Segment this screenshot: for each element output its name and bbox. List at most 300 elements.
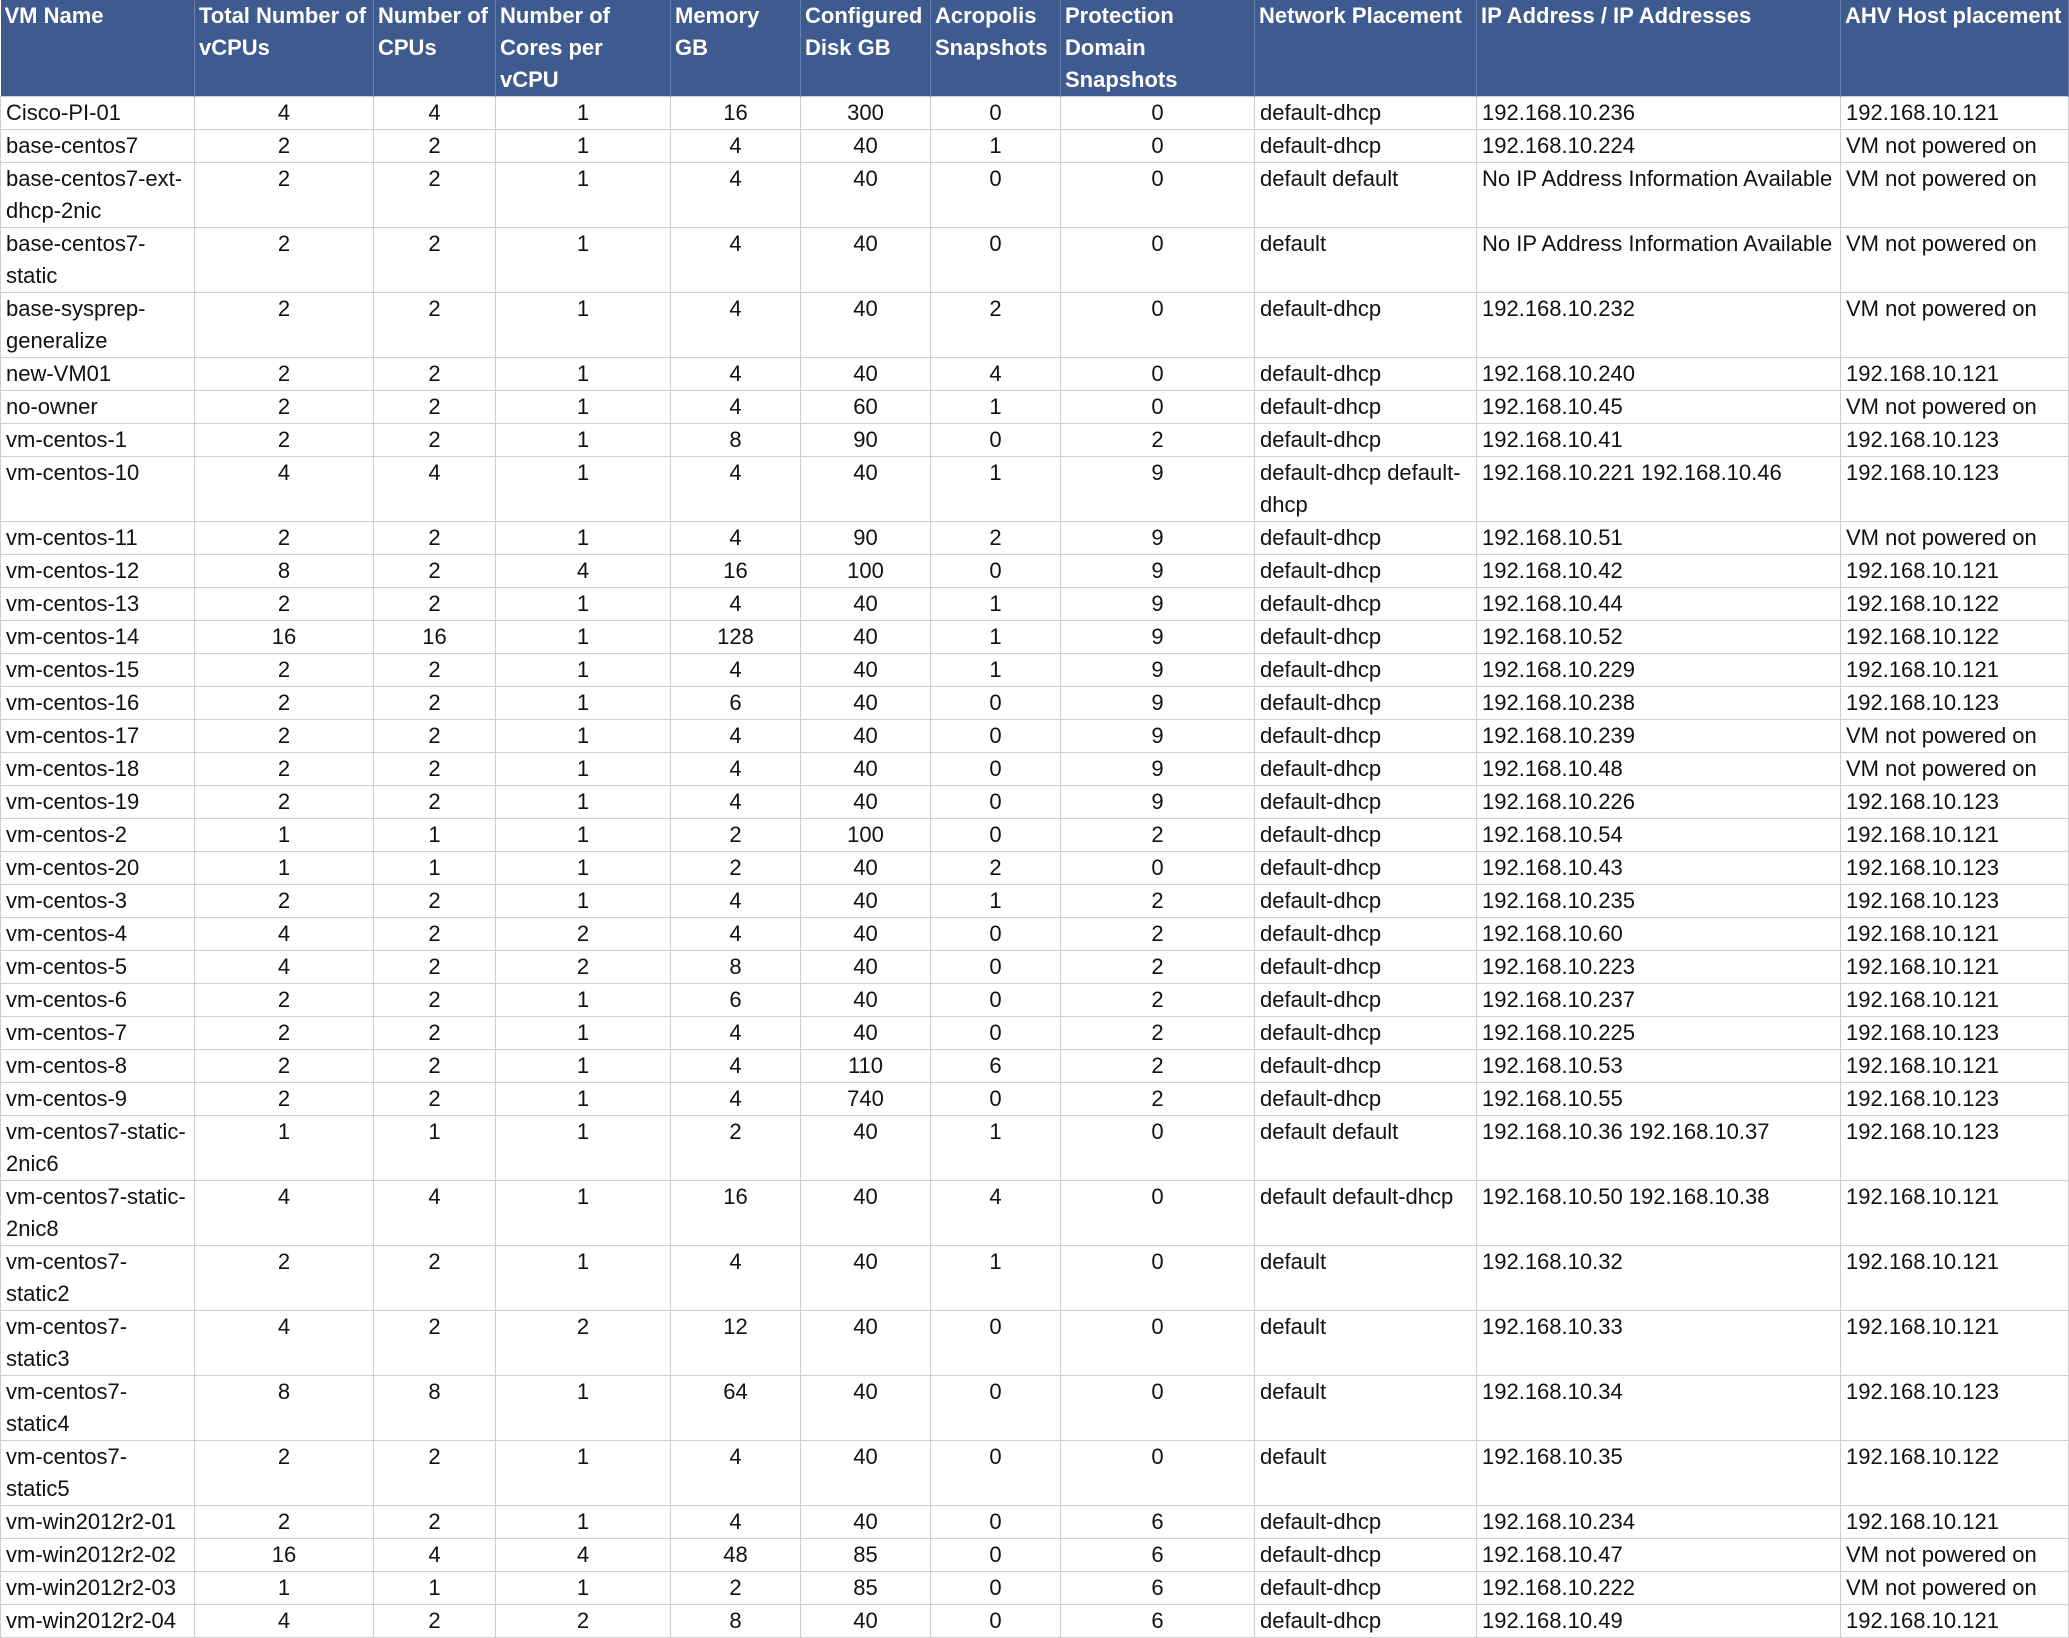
cpus-cell[interactable]: 2: [374, 555, 496, 588]
pd-snapshots-cell[interactable]: 2: [1061, 1083, 1255, 1116]
network-placement-cell[interactable]: default-dhcp: [1255, 1017, 1477, 1050]
ahv-host-cell[interactable]: VM not powered on: [1841, 1572, 2069, 1605]
total-vcpus-cell[interactable]: 16: [195, 1539, 374, 1572]
ahv-host-cell[interactable]: 192.168.10.122: [1841, 1441, 2069, 1506]
network-placement-cell[interactable]: default-dhcp: [1255, 984, 1477, 1017]
total-vcpus-cell[interactable]: 4: [195, 457, 374, 522]
acropolis-snapshots-cell[interactable]: 1: [931, 885, 1061, 918]
ip-address-cell[interactable]: 192.168.10.35: [1477, 1441, 1841, 1506]
memory-gb-cell[interactable]: 4: [671, 1246, 801, 1311]
network-placement-cell[interactable]: default-dhcp: [1255, 1083, 1477, 1116]
column-header-cores-per-vcpu[interactable]: Number of Cores per vCPU: [496, 0, 671, 97]
pd-snapshots-cell[interactable]: 6: [1061, 1539, 1255, 1572]
ahv-host-cell[interactable]: 192.168.10.123: [1841, 1116, 2069, 1181]
disk-gb-cell[interactable]: 40: [801, 720, 931, 753]
cores-per-vcpu-cell[interactable]: 1: [496, 130, 671, 163]
memory-gb-cell[interactable]: 16: [671, 97, 801, 130]
ip-address-cell[interactable]: 192.168.10.236: [1477, 97, 1841, 130]
table-row[interactable]: [1, 1116, 2069, 1181]
pd-snapshots-cell[interactable]: 0: [1061, 358, 1255, 391]
ip-address-cell[interactable]: 192.168.10.51: [1477, 522, 1841, 555]
vm-name-cell[interactable]: vm-centos-3: [1, 885, 195, 918]
pd-snapshots-cell[interactable]: 2: [1061, 1050, 1255, 1083]
vm-name-cell[interactable]: vm-centos-5: [1, 951, 195, 984]
ahv-host-cell[interactable]: VM not powered on: [1841, 228, 2069, 293]
ip-address-cell[interactable]: 192.168.10.221 192.168.10.46: [1477, 457, 1841, 522]
table-row[interactable]: [1, 228, 2069, 293]
total-vcpus-cell[interactable]: 2: [195, 1506, 374, 1539]
total-vcpus-cell[interactable]: 4: [195, 1605, 374, 1638]
acropolis-snapshots-cell[interactable]: 0: [931, 687, 1061, 720]
cores-per-vcpu-cell[interactable]: 1: [496, 720, 671, 753]
network-placement-cell[interactable]: default-dhcp: [1255, 293, 1477, 358]
table-row[interactable]: [1, 720, 2069, 753]
vm-name-cell[interactable]: vm-centos-17: [1, 720, 195, 753]
ahv-host-cell[interactable]: VM not powered on: [1841, 130, 2069, 163]
acropolis-snapshots-cell[interactable]: 0: [931, 1539, 1061, 1572]
vm-name-cell[interactable]: vm-centos-13: [1, 588, 195, 621]
total-vcpus-cell[interactable]: 2: [195, 293, 374, 358]
vm-name-cell[interactable]: vm-centos-9: [1, 1083, 195, 1116]
disk-gb-cell[interactable]: 40: [801, 1506, 931, 1539]
network-placement-cell[interactable]: default-dhcp: [1255, 819, 1477, 852]
vm-name-cell[interactable]: vm-centos-11: [1, 522, 195, 555]
disk-gb-cell[interactable]: 85: [801, 1539, 931, 1572]
ip-address-cell[interactable]: 192.168.10.60: [1477, 918, 1841, 951]
memory-gb-cell[interactable]: 4: [671, 720, 801, 753]
vm-name-cell[interactable]: base-centos7-static: [1, 228, 195, 293]
total-vcpus-cell[interactable]: 2: [195, 1441, 374, 1506]
ahv-host-cell[interactable]: 192.168.10.121: [1841, 951, 2069, 984]
cpus-cell[interactable]: 1: [374, 852, 496, 885]
ip-address-cell[interactable]: No IP Address Information Available: [1477, 228, 1841, 293]
vm-name-cell[interactable]: vm-centos-20: [1, 852, 195, 885]
total-vcpus-cell[interactable]: 2: [195, 228, 374, 293]
cores-per-vcpu-cell[interactable]: 1: [496, 228, 671, 293]
acropolis-snapshots-cell[interactable]: 0: [931, 819, 1061, 852]
cpus-cell[interactable]: 2: [374, 522, 496, 555]
ip-address-cell[interactable]: 192.168.10.224: [1477, 130, 1841, 163]
cpus-cell[interactable]: 4: [374, 457, 496, 522]
cpus-cell[interactable]: 2: [374, 293, 496, 358]
ip-address-cell[interactable]: 192.168.10.36 192.168.10.37: [1477, 1116, 1841, 1181]
network-placement-cell[interactable]: default: [1255, 1246, 1477, 1311]
ip-address-cell[interactable]: 192.168.10.235: [1477, 885, 1841, 918]
disk-gb-cell[interactable]: 40: [801, 918, 931, 951]
vm-name-cell[interactable]: vm-centos-18: [1, 753, 195, 786]
pd-snapshots-cell[interactable]: 9: [1061, 588, 1255, 621]
network-placement-cell[interactable]: default-dhcp default-dhcp: [1255, 457, 1477, 522]
network-placement-cell[interactable]: default-dhcp: [1255, 424, 1477, 457]
cores-per-vcpu-cell[interactable]: 1: [496, 97, 671, 130]
cpus-cell[interactable]: 2: [374, 1311, 496, 1376]
vm-name-cell[interactable]: vm-centos-12: [1, 555, 195, 588]
ahv-host-cell[interactable]: 192.168.10.123: [1841, 457, 2069, 522]
pd-snapshots-cell[interactable]: 0: [1061, 1311, 1255, 1376]
acropolis-snapshots-cell[interactable]: 0: [931, 555, 1061, 588]
ip-address-cell[interactable]: 192.168.10.234: [1477, 1506, 1841, 1539]
memory-gb-cell[interactable]: 4: [671, 163, 801, 228]
network-placement-cell[interactable]: default: [1255, 1311, 1477, 1376]
cores-per-vcpu-cell[interactable]: 1: [496, 588, 671, 621]
total-vcpus-cell[interactable]: 2: [195, 130, 374, 163]
cores-per-vcpu-cell[interactable]: 1: [496, 1050, 671, 1083]
memory-gb-cell[interactable]: 12: [671, 1311, 801, 1376]
cores-per-vcpu-cell[interactable]: 1: [496, 654, 671, 687]
cpus-cell[interactable]: 1: [374, 1116, 496, 1181]
table-row[interactable]: [1, 588, 2069, 621]
disk-gb-cell[interactable]: 40: [801, 1017, 931, 1050]
network-placement-cell[interactable]: default-dhcp: [1255, 1605, 1477, 1638]
cpus-cell[interactable]: 2: [374, 358, 496, 391]
vm-name-cell[interactable]: vm-centos-16: [1, 687, 195, 720]
column-header-ahv-host-placement[interactable]: AHV Host placement: [1841, 0, 2069, 97]
cores-per-vcpu-cell[interactable]: 1: [496, 753, 671, 786]
cpus-cell[interactable]: 2: [374, 918, 496, 951]
table-row[interactable]: [1, 1181, 2069, 1246]
memory-gb-cell[interactable]: 8: [671, 1605, 801, 1638]
total-vcpus-cell[interactable]: 2: [195, 522, 374, 555]
total-vcpus-cell[interactable]: 8: [195, 555, 374, 588]
cpus-cell[interactable]: 2: [374, 1246, 496, 1311]
column-header-total-vcpus[interactable]: Total Number of vCPUs: [195, 0, 374, 97]
network-placement-cell[interactable]: default-dhcp: [1255, 621, 1477, 654]
acropolis-snapshots-cell[interactable]: 1: [931, 457, 1061, 522]
cores-per-vcpu-cell[interactable]: 1: [496, 1181, 671, 1246]
cores-per-vcpu-cell[interactable]: 2: [496, 1605, 671, 1638]
acropolis-snapshots-cell[interactable]: 0: [931, 1506, 1061, 1539]
ahv-host-cell[interactable]: VM not powered on: [1841, 391, 2069, 424]
disk-gb-cell[interactable]: 40: [801, 293, 931, 358]
vm-name-cell[interactable]: vm-centos-1: [1, 424, 195, 457]
cores-per-vcpu-cell[interactable]: 1: [496, 293, 671, 358]
total-vcpus-cell[interactable]: 2: [195, 885, 374, 918]
disk-gb-cell[interactable]: 40: [801, 163, 931, 228]
pd-snapshots-cell[interactable]: 2: [1061, 1017, 1255, 1050]
ip-address-cell[interactable]: 192.168.10.33: [1477, 1311, 1841, 1376]
cpus-cell[interactable]: 2: [374, 1506, 496, 1539]
disk-gb-cell[interactable]: 40: [801, 852, 931, 885]
network-placement-cell[interactable]: default-dhcp: [1255, 753, 1477, 786]
acropolis-snapshots-cell[interactable]: 0: [931, 1017, 1061, 1050]
ip-address-cell[interactable]: 192.168.10.52: [1477, 621, 1841, 654]
memory-gb-cell[interactable]: 4: [671, 391, 801, 424]
vm-name-cell[interactable]: new-VM01: [1, 358, 195, 391]
ahv-host-cell[interactable]: VM not powered on: [1841, 522, 2069, 555]
pd-snapshots-cell[interactable]: 0: [1061, 1116, 1255, 1181]
table-row[interactable]: [1, 984, 2069, 1017]
acropolis-snapshots-cell[interactable]: 4: [931, 1181, 1061, 1246]
total-vcpus-cell[interactable]: 4: [195, 97, 374, 130]
pd-snapshots-cell[interactable]: 6: [1061, 1572, 1255, 1605]
table-row[interactable]: [1, 1311, 2069, 1376]
total-vcpus-cell[interactable]: 2: [195, 163, 374, 228]
memory-gb-cell[interactable]: 4: [671, 358, 801, 391]
column-header-configured-disk-gb[interactable]: Configured Disk GB: [801, 0, 931, 97]
vm-name-cell[interactable]: vm-win2012r2-04: [1, 1605, 195, 1638]
memory-gb-cell[interactable]: 6: [671, 984, 801, 1017]
network-placement-cell[interactable]: default-dhcp: [1255, 1539, 1477, 1572]
cpus-cell[interactable]: 2: [374, 654, 496, 687]
cpus-cell[interactable]: 2: [374, 228, 496, 293]
acropolis-snapshots-cell[interactable]: 1: [931, 588, 1061, 621]
ahv-host-cell[interactable]: VM not powered on: [1841, 1539, 2069, 1572]
acropolis-snapshots-cell[interactable]: 1: [931, 1116, 1061, 1181]
vm-name-cell[interactable]: vm-centos-10: [1, 457, 195, 522]
total-vcpus-cell[interactable]: 2: [195, 588, 374, 621]
ip-address-cell[interactable]: 192.168.10.229: [1477, 654, 1841, 687]
pd-snapshots-cell[interactable]: 0: [1061, 1246, 1255, 1311]
disk-gb-cell[interactable]: 40: [801, 885, 931, 918]
ip-address-cell[interactable]: 192.168.10.32: [1477, 1246, 1841, 1311]
cpus-cell[interactable]: 2: [374, 1441, 496, 1506]
ahv-host-cell[interactable]: 192.168.10.122: [1841, 588, 2069, 621]
total-vcpus-cell[interactable]: 2: [195, 1246, 374, 1311]
cores-per-vcpu-cell[interactable]: 1: [496, 1376, 671, 1441]
memory-gb-cell[interactable]: 4: [671, 293, 801, 358]
pd-snapshots-cell[interactable]: 9: [1061, 753, 1255, 786]
cores-per-vcpu-cell[interactable]: 1: [496, 1441, 671, 1506]
memory-gb-cell[interactable]: 4: [671, 522, 801, 555]
total-vcpus-cell[interactable]: 1: [195, 819, 374, 852]
acropolis-snapshots-cell[interactable]: 0: [931, 424, 1061, 457]
ip-address-cell[interactable]: 192.168.10.50 192.168.10.38: [1477, 1181, 1841, 1246]
cpus-cell[interactable]: 2: [374, 1017, 496, 1050]
cpus-cell[interactable]: 2: [374, 984, 496, 1017]
disk-gb-cell[interactable]: 40: [801, 984, 931, 1017]
network-placement-cell[interactable]: default-dhcp: [1255, 654, 1477, 687]
cores-per-vcpu-cell[interactable]: 1: [496, 786, 671, 819]
vm-name-cell[interactable]: Cisco-PI-01: [1, 97, 195, 130]
cores-per-vcpu-cell[interactable]: 1: [496, 391, 671, 424]
memory-gb-cell[interactable]: 16: [671, 1181, 801, 1246]
cores-per-vcpu-cell[interactable]: 1: [496, 424, 671, 457]
ahv-host-cell[interactable]: 192.168.10.123: [1841, 852, 2069, 885]
table-row[interactable]: [1, 293, 2069, 358]
acropolis-snapshots-cell[interactable]: 0: [931, 1441, 1061, 1506]
cpus-cell[interactable]: 2: [374, 163, 496, 228]
cpus-cell[interactable]: 1: [374, 1572, 496, 1605]
acropolis-snapshots-cell[interactable]: 0: [931, 786, 1061, 819]
network-placement-cell[interactable]: default-dhcp: [1255, 588, 1477, 621]
cpus-cell[interactable]: 8: [374, 1376, 496, 1441]
ip-address-cell[interactable]: 192.168.10.55: [1477, 1083, 1841, 1116]
network-placement-cell[interactable]: default: [1255, 1441, 1477, 1506]
cores-per-vcpu-cell[interactable]: 4: [496, 1539, 671, 1572]
network-placement-cell[interactable]: default-dhcp: [1255, 951, 1477, 984]
pd-snapshots-cell[interactable]: 0: [1061, 1376, 1255, 1441]
pd-snapshots-cell[interactable]: 2: [1061, 918, 1255, 951]
pd-snapshots-cell[interactable]: 9: [1061, 786, 1255, 819]
ip-address-cell[interactable]: 192.168.10.223: [1477, 951, 1841, 984]
table-row[interactable]: [1, 1539, 2069, 1572]
acropolis-snapshots-cell[interactable]: 0: [931, 951, 1061, 984]
cores-per-vcpu-cell[interactable]: 1: [496, 163, 671, 228]
ahv-host-cell[interactable]: 192.168.10.121: [1841, 654, 2069, 687]
ahv-host-cell[interactable]: 192.168.10.121: [1841, 1246, 2069, 1311]
ip-address-cell[interactable]: 192.168.10.237: [1477, 984, 1841, 1017]
ahv-host-cell[interactable]: 192.168.10.123: [1841, 885, 2069, 918]
ip-address-cell[interactable]: 192.168.10.222: [1477, 1572, 1841, 1605]
pd-snapshots-cell[interactable]: 2: [1061, 951, 1255, 984]
total-vcpus-cell[interactable]: 2: [195, 1083, 374, 1116]
pd-snapshots-cell[interactable]: 0: [1061, 130, 1255, 163]
table-row[interactable]: [1, 391, 2069, 424]
network-placement-cell[interactable]: default-dhcp: [1255, 1506, 1477, 1539]
ahv-host-cell[interactable]: 192.168.10.123: [1841, 1376, 2069, 1441]
memory-gb-cell[interactable]: 4: [671, 1083, 801, 1116]
cores-per-vcpu-cell[interactable]: 1: [496, 1017, 671, 1050]
total-vcpus-cell[interactable]: 4: [195, 1181, 374, 1246]
network-placement-cell[interactable]: default-dhcp: [1255, 852, 1477, 885]
ip-address-cell[interactable]: 192.168.10.226: [1477, 786, 1841, 819]
cores-per-vcpu-cell[interactable]: 1: [496, 687, 671, 720]
column-header-vm-name[interactable]: VM Name: [1, 0, 195, 97]
disk-gb-cell[interactable]: 40: [801, 1246, 931, 1311]
table-row[interactable]: [1, 1506, 2069, 1539]
total-vcpus-cell[interactable]: 2: [195, 984, 374, 1017]
acropolis-snapshots-cell[interactable]: 0: [931, 720, 1061, 753]
network-placement-cell[interactable]: default: [1255, 228, 1477, 293]
ahv-host-cell[interactable]: 192.168.10.121: [1841, 819, 2069, 852]
vm-name-cell[interactable]: vm-centos7-static3: [1, 1311, 195, 1376]
table-row[interactable]: [1, 163, 2069, 228]
memory-gb-cell[interactable]: 2: [671, 819, 801, 852]
total-vcpus-cell[interactable]: 8: [195, 1376, 374, 1441]
cpus-cell[interactable]: 2: [374, 753, 496, 786]
pd-snapshots-cell[interactable]: 2: [1061, 819, 1255, 852]
cores-per-vcpu-cell[interactable]: 4: [496, 555, 671, 588]
cpus-cell[interactable]: 2: [374, 130, 496, 163]
ip-address-cell[interactable]: 192.168.10.238: [1477, 687, 1841, 720]
network-placement-cell[interactable]: default-dhcp: [1255, 97, 1477, 130]
ahv-host-cell[interactable]: 192.168.10.121: [1841, 1050, 2069, 1083]
network-placement-cell[interactable]: default default-dhcp: [1255, 1181, 1477, 1246]
acropolis-snapshots-cell[interactable]: 0: [931, 97, 1061, 130]
table-row[interactable]: [1, 97, 2069, 130]
cpus-cell[interactable]: 4: [374, 97, 496, 130]
pd-snapshots-cell[interactable]: 9: [1061, 687, 1255, 720]
ahv-host-cell[interactable]: 192.168.10.121: [1841, 1605, 2069, 1638]
cpus-cell[interactable]: 2: [374, 885, 496, 918]
cpus-cell[interactable]: 2: [374, 687, 496, 720]
network-placement-cell[interactable]: default-dhcp: [1255, 358, 1477, 391]
cores-per-vcpu-cell[interactable]: 1: [496, 1572, 671, 1605]
table-row[interactable]: [1, 130, 2069, 163]
acropolis-snapshots-cell[interactable]: 1: [931, 621, 1061, 654]
table-row[interactable]: [1, 786, 2069, 819]
vm-name-cell[interactable]: vm-centos7-static-2nic8: [1, 1181, 195, 1246]
pd-snapshots-cell[interactable]: 9: [1061, 457, 1255, 522]
total-vcpus-cell[interactable]: 2: [195, 753, 374, 786]
cpus-cell[interactable]: 2: [374, 1605, 496, 1638]
cpus-cell[interactable]: 2: [374, 424, 496, 457]
table-row[interactable]: [1, 918, 2069, 951]
ahv-host-cell[interactable]: 192.168.10.123: [1841, 1083, 2069, 1116]
disk-gb-cell[interactable]: 40: [801, 588, 931, 621]
memory-gb-cell[interactable]: 4: [671, 918, 801, 951]
acropolis-snapshots-cell[interactable]: 0: [931, 1572, 1061, 1605]
cpus-cell[interactable]: 1: [374, 819, 496, 852]
cores-per-vcpu-cell[interactable]: 1: [496, 457, 671, 522]
vm-name-cell[interactable]: no-owner: [1, 391, 195, 424]
ip-address-cell[interactable]: 192.168.10.43: [1477, 852, 1841, 885]
column-header-ip-addresses[interactable]: IP Address / IP Addresses: [1477, 0, 1841, 97]
table-row[interactable]: [1, 424, 2069, 457]
acropolis-snapshots-cell[interactable]: 0: [931, 163, 1061, 228]
vm-name-cell[interactable]: vm-win2012r2-01: [1, 1506, 195, 1539]
table-row[interactable]: [1, 819, 2069, 852]
network-placement-cell[interactable]: default: [1255, 1376, 1477, 1441]
disk-gb-cell[interactable]: 40: [801, 786, 931, 819]
network-placement-cell[interactable]: default default: [1255, 163, 1477, 228]
cores-per-vcpu-cell[interactable]: 1: [496, 522, 671, 555]
memory-gb-cell[interactable]: 4: [671, 457, 801, 522]
memory-gb-cell[interactable]: 2: [671, 852, 801, 885]
ahv-host-cell[interactable]: 192.168.10.121: [1841, 1311, 2069, 1376]
ip-address-cell[interactable]: 192.168.10.34: [1477, 1376, 1841, 1441]
column-header-protection-domain-snapshots[interactable]: Protection Domain Snapshots: [1061, 0, 1255, 97]
acropolis-snapshots-cell[interactable]: 2: [931, 852, 1061, 885]
pd-snapshots-cell[interactable]: 0: [1061, 391, 1255, 424]
cores-per-vcpu-cell[interactable]: 1: [496, 1083, 671, 1116]
column-header-network-placement[interactable]: Network Placement: [1255, 0, 1477, 97]
cpus-cell[interactable]: 2: [374, 588, 496, 621]
ip-address-cell[interactable]: 192.168.10.53: [1477, 1050, 1841, 1083]
disk-gb-cell[interactable]: 40: [801, 1605, 931, 1638]
ahv-host-cell[interactable]: 192.168.10.121: [1841, 1506, 2069, 1539]
network-placement-cell[interactable]: default default: [1255, 1116, 1477, 1181]
pd-snapshots-cell[interactable]: 9: [1061, 621, 1255, 654]
memory-gb-cell[interactable]: 4: [671, 654, 801, 687]
acropolis-snapshots-cell[interactable]: 0: [931, 753, 1061, 786]
disk-gb-cell[interactable]: 40: [801, 457, 931, 522]
pd-snapshots-cell[interactable]: 0: [1061, 97, 1255, 130]
ahv-host-cell[interactable]: 192.168.10.121: [1841, 1181, 2069, 1246]
disk-gb-cell[interactable]: 110: [801, 1050, 931, 1083]
vm-name-cell[interactable]: vm-centos-6: [1, 984, 195, 1017]
column-header-memory-gb[interactable]: Memory GB: [671, 0, 801, 97]
memory-gb-cell[interactable]: 16: [671, 555, 801, 588]
cpus-cell[interactable]: 2: [374, 391, 496, 424]
table-row[interactable]: [1, 852, 2069, 885]
disk-gb-cell[interactable]: 90: [801, 522, 931, 555]
ip-address-cell[interactable]: 192.168.10.232: [1477, 293, 1841, 358]
ip-address-cell[interactable]: 192.168.10.54: [1477, 819, 1841, 852]
network-placement-cell[interactable]: default-dhcp: [1255, 1572, 1477, 1605]
memory-gb-cell[interactable]: 4: [671, 786, 801, 819]
memory-gb-cell[interactable]: 4: [671, 1441, 801, 1506]
table-row[interactable]: [1, 753, 2069, 786]
pd-snapshots-cell[interactable]: 0: [1061, 293, 1255, 358]
cores-per-vcpu-cell[interactable]: 1: [496, 621, 671, 654]
acropolis-snapshots-cell[interactable]: 1: [931, 654, 1061, 687]
ip-address-cell[interactable]: 192.168.10.49: [1477, 1605, 1841, 1638]
total-vcpus-cell[interactable]: 16: [195, 621, 374, 654]
pd-snapshots-cell[interactable]: 0: [1061, 1181, 1255, 1246]
network-placement-cell[interactable]: default-dhcp: [1255, 885, 1477, 918]
acropolis-snapshots-cell[interactable]: 2: [931, 293, 1061, 358]
cores-per-vcpu-cell[interactable]: 2: [496, 951, 671, 984]
network-placement-cell[interactable]: default-dhcp: [1255, 786, 1477, 819]
table-row[interactable]: [1, 358, 2069, 391]
vm-name-cell[interactable]: vm-centos7-static2: [1, 1246, 195, 1311]
disk-gb-cell[interactable]: 40: [801, 358, 931, 391]
table-row[interactable]: [1, 1246, 2069, 1311]
ip-address-cell[interactable]: 192.168.10.42: [1477, 555, 1841, 588]
disk-gb-cell[interactable]: 85: [801, 1572, 931, 1605]
ahv-host-cell[interactable]: 192.168.10.121: [1841, 97, 2069, 130]
